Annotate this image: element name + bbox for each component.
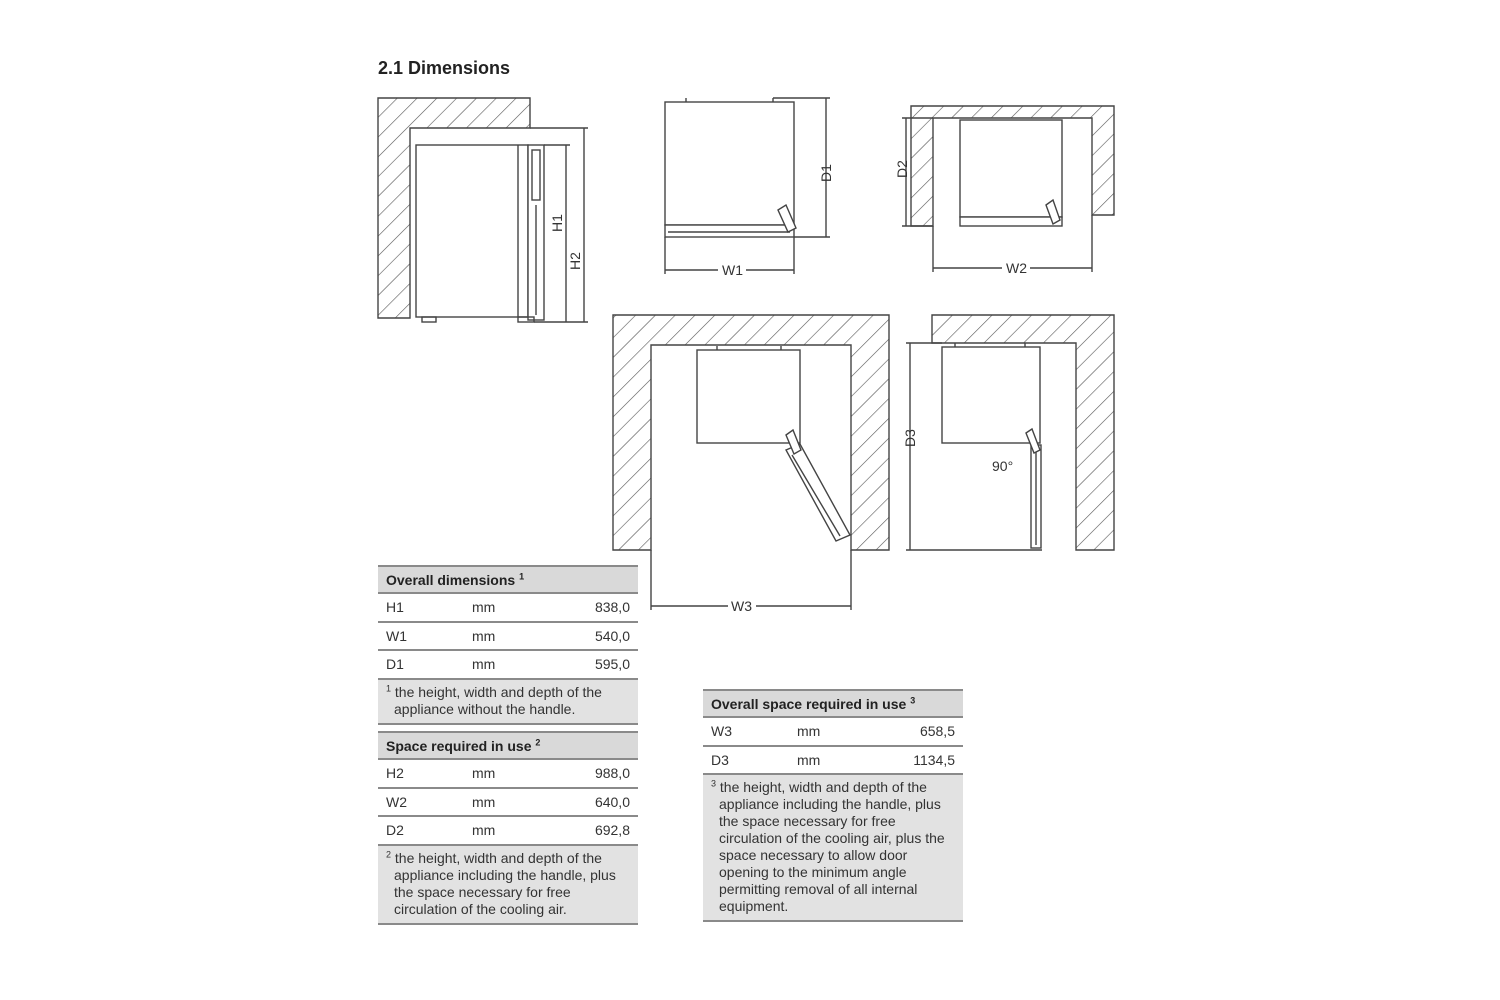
row-value: 988,0 [570, 759, 638, 788]
space-required-table [378, 731, 638, 925]
row-unit: mm [789, 746, 895, 775]
row-value: 540,0 [570, 622, 638, 651]
table-row [703, 746, 963, 775]
side-view-drawing [378, 98, 588, 322]
niche-view-drawing [902, 106, 1114, 272]
footnote-text: the height, width and depth of the appliance without the handle. [394, 683, 602, 717]
footnote-marker: 1 [386, 682, 392, 693]
top-view-drawing [665, 98, 830, 274]
row-value: 640,0 [570, 788, 638, 817]
d1-label: D1 [818, 164, 834, 182]
footnote-marker: 2 [535, 736, 541, 747]
table-title: Overall dimensions [386, 571, 516, 588]
row-value: 595,0 [570, 650, 638, 679]
row-unit: mm [464, 650, 570, 679]
footnote-marker: 1 [519, 570, 525, 581]
table-footnote [378, 845, 638, 924]
table-row [378, 650, 638, 679]
d2-label: D2 [894, 160, 910, 178]
row-unit: mm [464, 759, 570, 788]
table-row [378, 816, 638, 845]
h1-label: H1 [549, 214, 565, 232]
w3-label: W3 [731, 598, 752, 614]
page-heading: 2.1 Dimensions [378, 58, 511, 78]
table-header [378, 566, 638, 593]
table-header [703, 690, 963, 717]
overall-dimensions-table [378, 565, 638, 725]
footnote-marker: 2 [386, 848, 392, 859]
w2-label: W2 [1006, 260, 1027, 276]
table-title: Space required in use [386, 737, 532, 754]
row-code: H2 [378, 759, 464, 788]
row-value: 838,0 [570, 593, 638, 622]
table-row [703, 717, 963, 746]
row-unit: mm [464, 622, 570, 651]
row-code: W3 [703, 717, 789, 746]
table-footnote [703, 774, 963, 921]
table-title: Overall space required in use [711, 695, 907, 712]
footnote-marker: 3 [910, 694, 916, 705]
row-code: W2 [378, 788, 464, 817]
footnote-marker: 3 [711, 778, 717, 789]
row-code: D2 [378, 816, 464, 845]
row-value: 1134,5 [895, 746, 963, 775]
angle-label: 90° [992, 458, 1014, 474]
h2-label: H2 [567, 252, 583, 270]
d3-label: D3 [902, 429, 918, 447]
row-code: D1 [378, 650, 464, 679]
table-header [378, 732, 638, 759]
overall-space-table [703, 689, 963, 922]
row-code: H1 [378, 593, 464, 622]
row-unit: mm [789, 717, 895, 746]
door-90-drawing [906, 315, 1114, 550]
table-row [378, 593, 638, 622]
footnote-text: the height, width and depth of the appliance including the handle, plus the space necessary for free circulation of the cooling air. [394, 849, 616, 917]
w1-label: W1 [722, 262, 743, 278]
table-footnote [378, 679, 638, 724]
row-value: 658,5 [895, 717, 963, 746]
table-row [378, 622, 638, 651]
footnote-text: the height, width and depth of the appliance including the handle, plus the space necessary for free circulation of the cooling air, plus the space necessary to allow door opening to the minimum angle permitting removal of all internal equipment. [719, 779, 945, 914]
table-row [378, 788, 638, 817]
open-door-drawing [613, 315, 889, 610]
row-value: 692,8 [570, 816, 638, 845]
row-unit: mm [464, 788, 570, 817]
row-unit: mm [464, 593, 570, 622]
row-code: W1 [378, 622, 464, 651]
row-unit: mm [464, 816, 570, 845]
row-code: D3 [703, 746, 789, 775]
table-row [378, 759, 638, 788]
